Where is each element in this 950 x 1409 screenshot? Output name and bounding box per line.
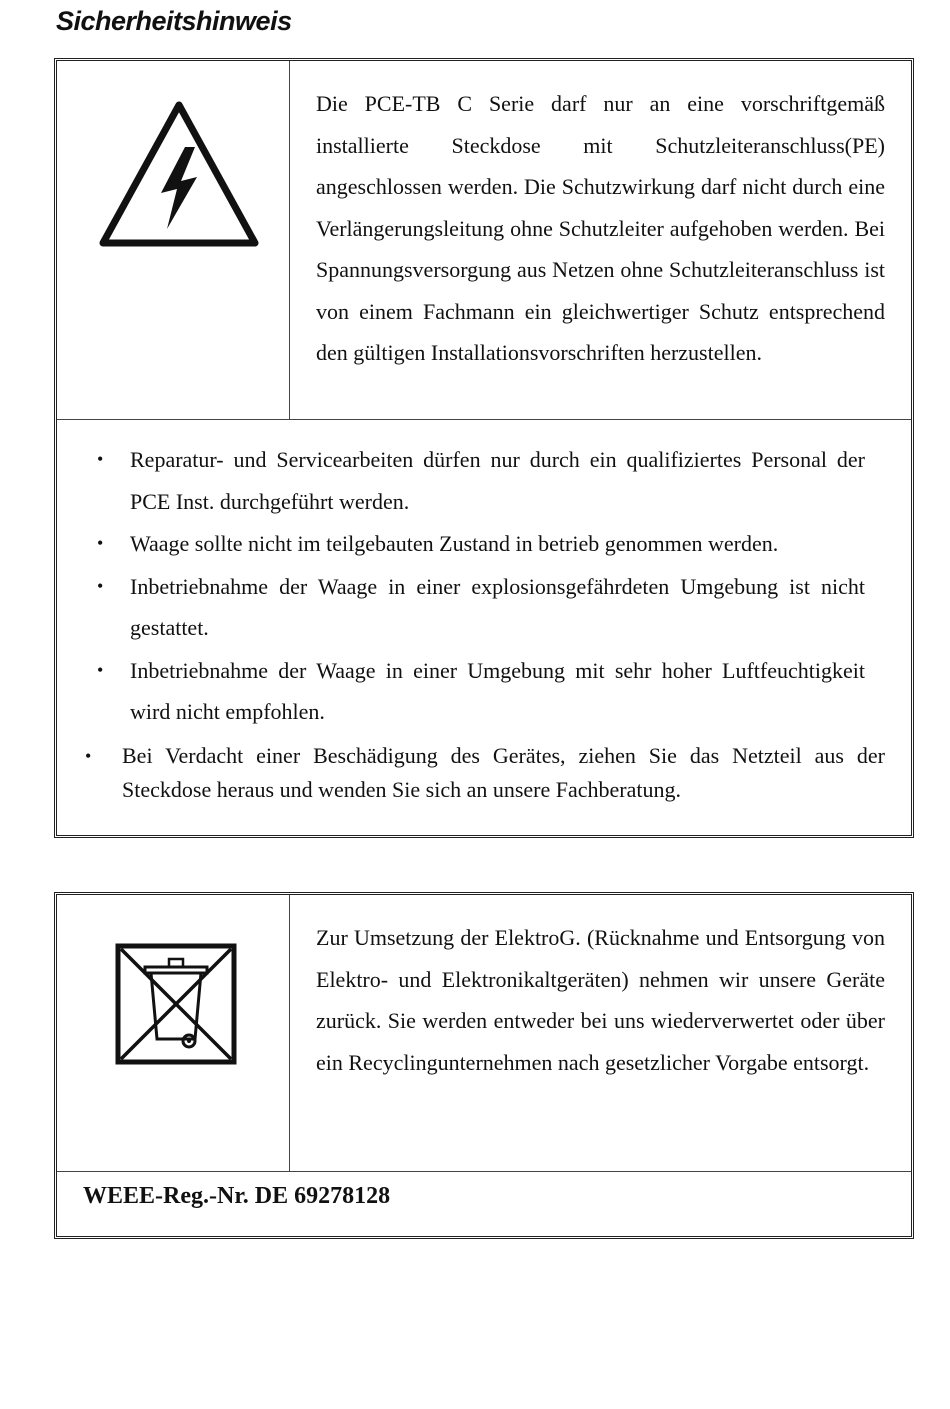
safety-paragraph: Die PCE-TB C Serie darf nur an eine vorschriftgemäß installierte Steckdose mit Schutzleiteranschluss(PE) angeschlossen werden. Die Schutzwirkung darf nicht durch eine Verlängerungsleitung ohne Schutzleiter aufgehoben werden. Bei Spannungsversorgung aus Netzen ohne Schutzleiteranschluss ist von einem Fachmann ein gleichwertiger Schutz entsprechend den gültigen Installationsvorschriften herzustellen. bbox=[316, 91, 885, 365]
safety-bullet-list bbox=[57, 439, 911, 808]
bullet-text: Inbetriebnahme der Waage in einer Umgebung mit sehr hoher Luftfeuchtigkeit wird nicht empfohlen. bbox=[130, 657, 865, 724]
bullet-text: Inbetriebnahme der Waage in einer explosionsgefährdeten Umgebung ist nicht gestattet. bbox=[130, 573, 865, 640]
bullet-dot: • bbox=[97, 449, 104, 469]
weee-icon-cell bbox=[57, 895, 290, 1171]
page-heading: Sicherheitshinweis bbox=[56, 6, 292, 36]
weee-paragraph: Zur Umsetzung der ElektroG. (Rücknahme und Entsorgung von Elektro- und Elektronikaltgeräten) nehmen wir unsere Geräte zurück. Sie werden entweder bei uns wiederverwertet oder über ein Recyclingunternehmen nach gesetzlicher Vorgabe entsorgt. bbox=[316, 925, 885, 1075]
safety-notice-box bbox=[54, 58, 914, 838]
safety-top-row bbox=[57, 61, 911, 420]
list-item bbox=[57, 739, 911, 807]
bullet-text: Waage sollte nicht im teilgebauten Zustand in betrieb genommen werden. bbox=[130, 531, 779, 556]
bullet-dot: • bbox=[97, 659, 104, 680]
weee-notice-box bbox=[54, 892, 914, 1239]
bullet-dot: • bbox=[85, 745, 92, 766]
weee-registration-number: WEEE-Reg.-Nr. DE 69278128 bbox=[83, 1183, 391, 1209]
crossed-out-wheelie-bin-icon bbox=[115, 943, 237, 1065]
list-item bbox=[57, 650, 911, 733]
list-item bbox=[57, 439, 911, 522]
bullet-text: Reparatur- und Servicearbeiten dürfen nur durch ein qualifiziertes Personal der PCE Inst. durchgeführt werden. bbox=[130, 447, 865, 514]
bullet-dot: • bbox=[97, 575, 104, 596]
weee-top-row bbox=[57, 895, 911, 1172]
safety-icon-cell bbox=[57, 61, 290, 419]
bullet-text: Bei Verdacht einer Beschädigung des Gerätes, ziehen Sie das Netzteil aus der Steckdose heraus und wenden Sie sich an unsere Fachberatung. bbox=[122, 742, 885, 802]
bullet-dot: • bbox=[97, 533, 104, 553]
electrical-hazard-warning-icon bbox=[97, 99, 261, 251]
list-item bbox=[57, 523, 911, 565]
list-item bbox=[57, 566, 911, 649]
